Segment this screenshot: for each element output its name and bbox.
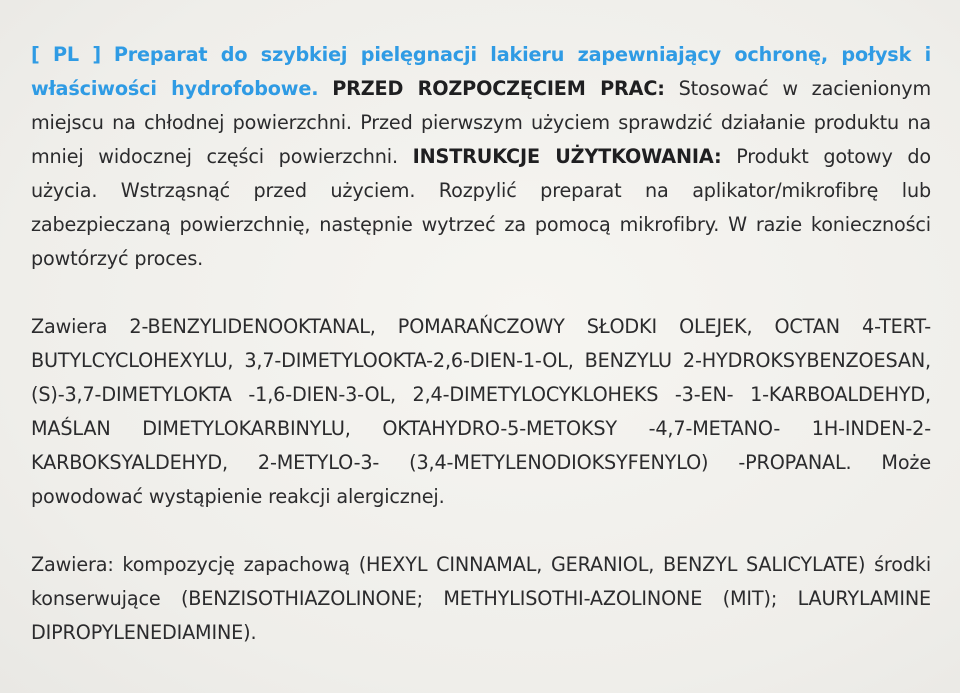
instructions-paragraph bbox=[31, 38, 931, 276]
before-work-heading: PRZED ROZPOCZĘCIEM PRAC: bbox=[332, 77, 665, 100]
product-label-text bbox=[31, 38, 931, 650]
usage-instructions-text: Produkt gotowy do użycia. Wstrząsnąć przed użyciem. Rozpylić preparat na aplikator/mikrofibrę lub zabezpieczaną powierzchnię, następnie wytrzeć za pomocą mikrofibry. W razie konieczności powtórzyć proces. bbox=[31, 145, 931, 270]
product-description: Preparat do szybkiej pielęgnacji lakieru zapewniający ochronę, połysk i właściwości hydrofobowe. bbox=[31, 43, 932, 100]
ingredients-paragraph: Zawiera: kompozycję zapachową (HEXYL CINNAMAL, GERANIOL, BENZYL SALICYLATE) środki konserwujące (BENZISOTHIAZOLINONE; METHYLISOTHI-AZOLINONE (MIT); LAURYLAMINE DIPROPYLENEDIAMINE). bbox=[31, 553, 931, 644]
before-work-text: Stosować w zacienionym miejscu na chłodnej powierzchni. Przed pierwszym użyciem sprawdzić działanie produktu na mniej widocznej części powierzchni. bbox=[31, 77, 931, 168]
allergens-paragraph: Zawiera 2-BENZYLIDENOOKTANAL, POMARAŃCZOWY SŁODKI OLEJEK, OCTAN 4-TERT-BUTYLCYCLOHEXYLU, 3,7-DIMETYLOOKTA-2,6-DIEN-1-OL, BENZYLU 2-HYDROKSYBENZOESAN, (S)-3,7-DIMETYLOKTA -1,6-DIEN-3-OL, 2,4-DIMETYLOCYKLOHEKS -3-EN- 1-KARBOALDEHYD, MAŚLAN DIMETYLOKARBINYLU, OKTAHYDRO-5-METOKSY -4,7-METANO- 1H-INDEN-2-KARBOKSYALDEHYD, 2-METYLO-3- (3,4-METYLENODIOKSYFENYLO) -PROPANAL. Może powodować wystąpienie reakcji alergicznej. bbox=[31, 315, 931, 508]
language-tag: [ PL ] bbox=[31, 43, 101, 66]
usage-instructions-heading: INSTRUKCJE UŻYTKOWANIA: bbox=[412, 145, 722, 168]
